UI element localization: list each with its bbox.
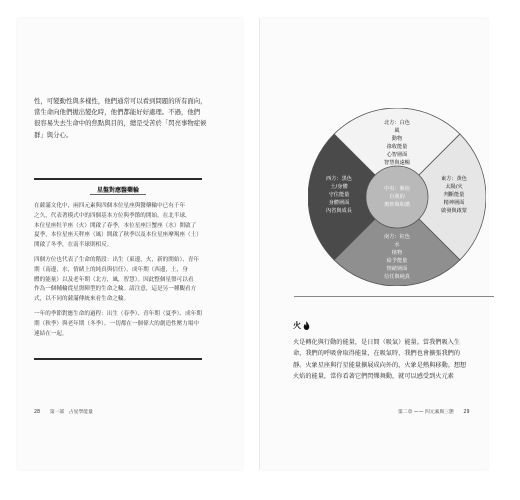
text-line: 期（秋季）與老年期（冬季）。一切都在一個偉大的創造性壓力場中 bbox=[34, 320, 200, 327]
sidebar-paragraph bbox=[34, 256, 202, 305]
sidebar-top-rule bbox=[34, 178, 202, 180]
section-divider bbox=[294, 296, 494, 297]
east-label-4: 啟發與啟蒙 bbox=[441, 208, 467, 214]
text-line: 命，我們的呼吸會取得能量，在吸氣時，我們也會擴張我們的 bbox=[293, 350, 461, 358]
flame-icon bbox=[303, 321, 310, 330]
east-label-1: 太陽/火 bbox=[445, 184, 463, 190]
north-label-3: 祿收能量 bbox=[386, 144, 408, 150]
fire-heading-text: 火 bbox=[293, 321, 301, 330]
book-gutter bbox=[259, 18, 260, 470]
south-label-4: 情緒層面 bbox=[386, 266, 408, 272]
east-label-3: 精神層面 bbox=[443, 200, 465, 206]
south-label-3: 給予能量 bbox=[386, 258, 408, 264]
west-label-3: 身體層面 bbox=[328, 200, 350, 206]
text-line: 四個方位也代表了生命的階段：出生（東邊，火，新的開始）、青年 bbox=[34, 257, 200, 263]
south-label-0: 南方：紅色 bbox=[384, 234, 410, 240]
north-label-1: 風 bbox=[394, 128, 400, 134]
right-page-footer: 第二章 —— 四元素與三態 29 bbox=[398, 410, 470, 415]
center-label-0: 中央：紫宿 bbox=[384, 186, 410, 192]
text-line: 體的能量）以及老年期（北方，風，智慧）。因此整個星盤可以看 bbox=[34, 276, 194, 283]
north-label-4: 心智層面 bbox=[386, 152, 408, 158]
north-label-0: 北方：白色 bbox=[384, 120, 410, 126]
center-label-2: 奧妙與和諧 bbox=[384, 202, 410, 208]
text-line: 火是轉化與行動的能量，是日間（吸氣）能量。當我們吸入生 bbox=[293, 339, 461, 346]
text-line: 本位星座牡羊座（火）開啟了春季，本位星座巨蟹座（水）開啟了 bbox=[34, 222, 197, 229]
text-line: 開啟了冬季，在南半球則相反。 bbox=[34, 242, 113, 249]
west-label-0: 西方：黑色 bbox=[326, 176, 352, 182]
fire-section-heading bbox=[293, 320, 310, 331]
west-label-1: 土/身體 bbox=[330, 184, 348, 190]
text-line: 火焰的能量，當你看著它們閃爍舞動，就可以感受到火元素 bbox=[293, 373, 454, 381]
title-underline bbox=[90, 194, 146, 195]
text-line: 群」與分心。 bbox=[34, 130, 73, 139]
center-label-1: 自我的 bbox=[389, 194, 405, 200]
text-line: 之久，代表著模式中的四個基本方位與季節的開始。在北半球， bbox=[34, 212, 191, 219]
sidebar-paragraph bbox=[34, 202, 202, 251]
south-label-5: 信任與純真 bbox=[384, 274, 410, 280]
text-line: 一年的季節對應生命的過程：出生（春季）、青年期（夏季）、成年期 bbox=[34, 311, 202, 317]
south-label-2: 植物 bbox=[391, 250, 403, 256]
sidebar-title: 星盤對應醫藥輪 bbox=[96, 187, 139, 194]
text-line: 夏季，本位星座天秤座（風）開啟了秋季以及本位星座摩羯座（土） bbox=[34, 232, 202, 239]
text-line: 當生命向他們拋出變化時，他們都能好好處理。不過，他們 bbox=[34, 108, 201, 117]
text-line: 連結在一起。 bbox=[34, 330, 68, 337]
text-line: 在薩滿文化中，兩四元素與四個本位星座與醫藥輪中已有千年 bbox=[34, 203, 186, 209]
east-label-2: 判斷能量 bbox=[443, 192, 465, 198]
text-line: 作為一個輔輪從星盤陣型的生命之輪。請注意，這是另一種觀看方 bbox=[34, 286, 197, 293]
sidebar-paragraph bbox=[34, 310, 202, 339]
sidebar-box bbox=[34, 178, 202, 360]
north-label-5: 智慧與遠暢 bbox=[384, 160, 410, 166]
north-label-2: 動物 bbox=[391, 136, 403, 142]
south-label-1: 水 bbox=[394, 242, 400, 248]
text-line: 式，以不同的薩滿傳統來看生命之輪。 bbox=[34, 296, 130, 303]
east-label-0: 東方：黃色 bbox=[441, 176, 467, 182]
west-label-4: 內省與成長 bbox=[326, 208, 352, 214]
text-line: 期（南邊，水，情緒上的純真與信任）、成年期（西邊，土，身 bbox=[34, 266, 188, 273]
text-line: 性，可變動性與多樣性，他們通常可以看到問題的所有面向， bbox=[34, 97, 207, 105]
left-page-footer: 28 第一部 占星學能量 bbox=[34, 410, 93, 415]
sidebar-bottom-rule bbox=[34, 358, 202, 360]
text-line: 很容易失去生命中的焦點與目的，總是受苦於「閃亮事物症候 bbox=[34, 119, 207, 128]
intro-paragraph bbox=[34, 96, 230, 141]
text-line: 靜。火象星座與行星能量擴展成向外的，火象是熱與移動。想想 bbox=[293, 361, 467, 369]
medicine-wheel-diagram bbox=[308, 108, 486, 286]
west-label-2: 守住能量 bbox=[328, 192, 350, 198]
fire-paragraph bbox=[293, 337, 489, 383]
